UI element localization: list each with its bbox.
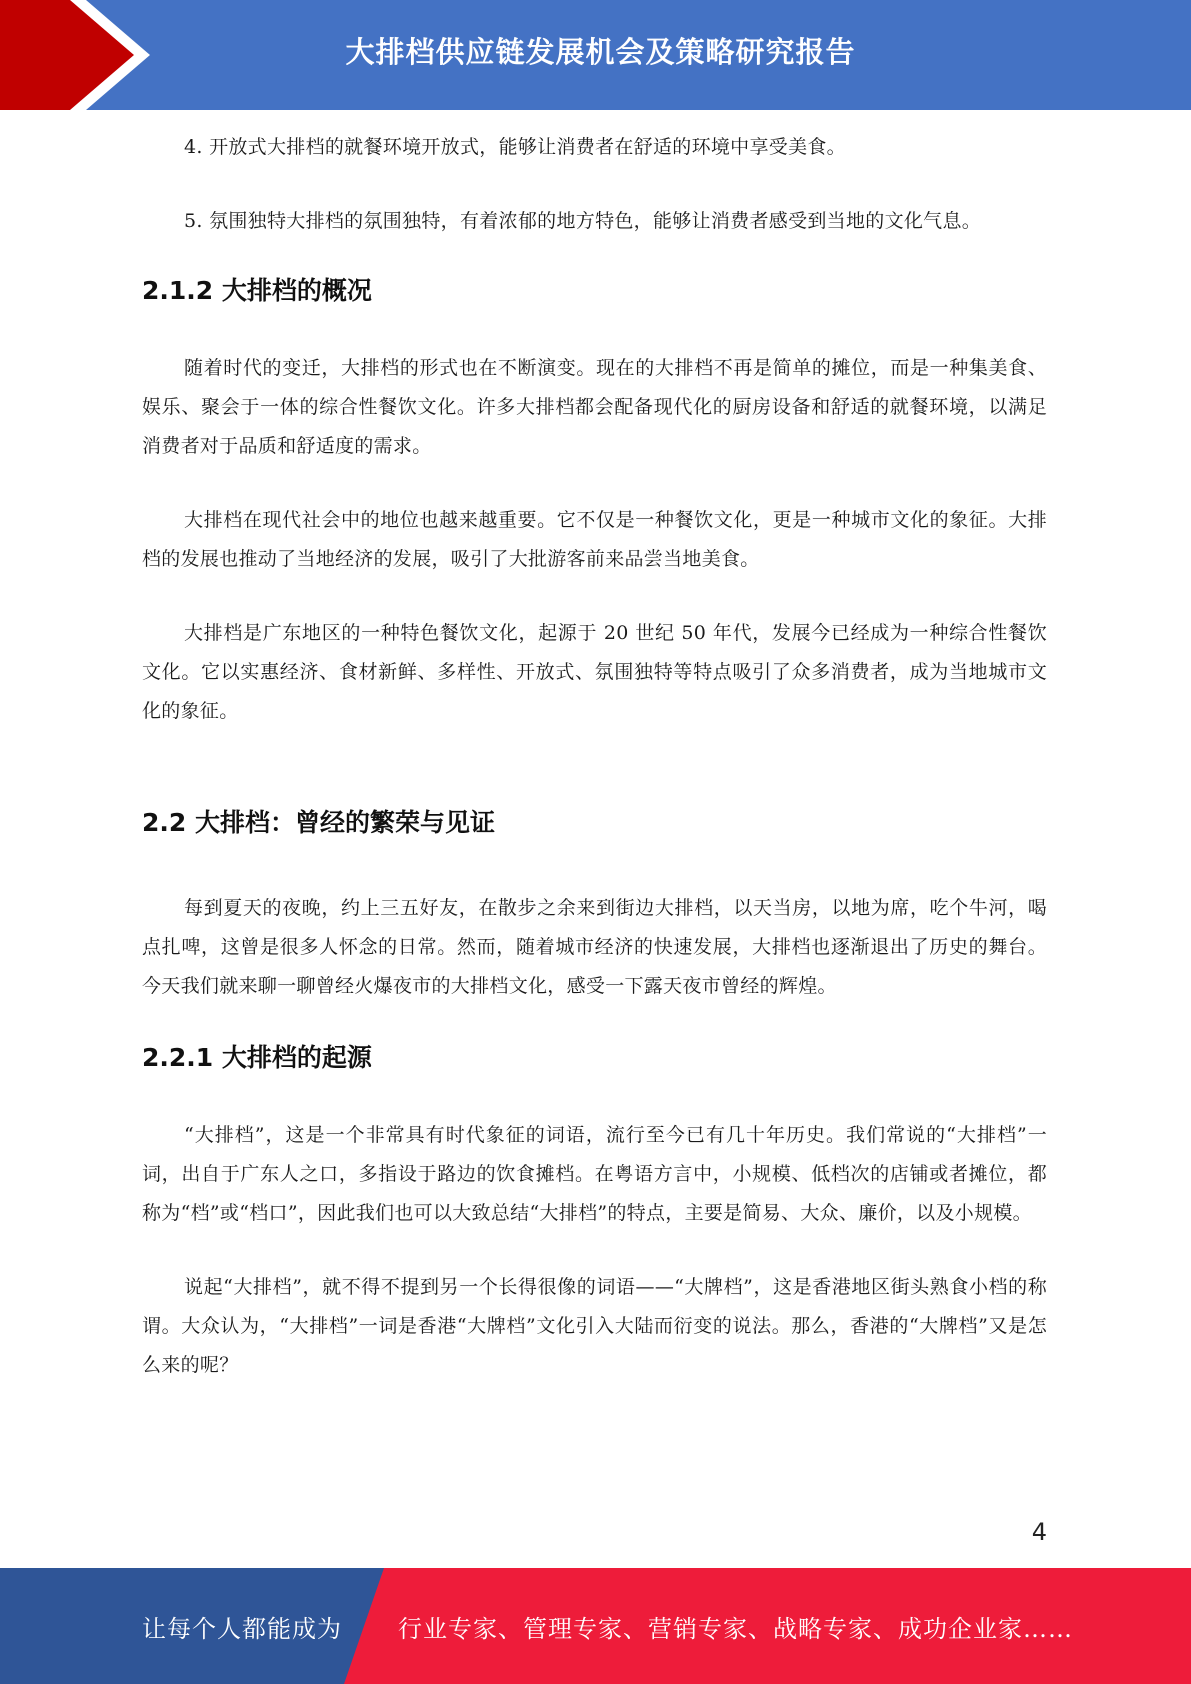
footer-banner bbox=[0, 1568, 1191, 1684]
paragraph-item-5: 5. 氛围独特大排档的氛围独特，有着浓郁的地方特色，能够让消费者感受到当地的文化气息。 bbox=[184, 210, 982, 232]
paragraph-2-1-2-b: 大排档在现代社会中的地位也越来越重要。它不仅是一种餐饮文化，更是一种城市文化的象征。大排档的发展也推动了当地经济的发展，吸引了大批游客前来品尝当地美食。 bbox=[142, 509, 1047, 570]
header-banner bbox=[0, 0, 1191, 110]
paragraph-2-2-1-a: “大排档”，这是一个非常具有时代象征的词语，流行至今已有几十年历史。我们常说的“大排档”一词，出自于广东人之口，多指设于路边的饮食摊档。在粤语方言中，小规模、低档次的店铺或者摊位，都称为“档”或“档口”，因此我们也可以大致总结“大排档”的特点，主要是简易、大众、廉价，以及小规模。 bbox=[142, 1124, 1047, 1224]
paragraph-2-1-2-a: 随着时代的变迁，大排档的形式也在不断演变。现在的大排档不再是简单的摊位，而是一种集美食、娱乐、聚会于一体的综合性餐饮文化。许多大排档都会配备现代化的厨房设备和舒适的就餐环境，以满足消费者对于品质和舒适度的需求。 bbox=[142, 357, 1047, 457]
document-title: 大排档供应链发展机会及策略研究报告 bbox=[345, 34, 856, 69]
section-heading-2-2: 2.2 大排档：曾经的繁荣与见证 bbox=[142, 808, 495, 837]
page-number: 4 bbox=[1031, 1518, 1047, 1546]
section-heading-2-2-1: 2.2.1 大排档的起源 bbox=[142, 1043, 372, 1072]
paragraph-2-2-a: 每到夏天的夜晚，约上三五好友，在散步之余来到街边大排档，以天当房，以地为席，吃个牛河，喝点扎啤，这曾是很多人怀念的日常。然而，随着城市经济的快速发展，大排档也逐渐退出了历史的舞台。今天我们就来聊一聊曾经火爆夜市的大排档文化，感受一下露天夜市曾经的辉煌。 bbox=[142, 897, 1047, 997]
section-heading-2-1-2: 2.1.2 大排档的概况 bbox=[142, 276, 372, 305]
footer-slogan-right: 行业专家、管理专家、营销专家、战略专家、成功企业家…… bbox=[398, 1614, 1073, 1643]
paragraph-2-1-2-c: 大排档是广东地区的一种特色餐饮文化，起源于 20 世纪 50 年代，发展今已经成为一种综合性餐饮文化。它以实惠经济、食材新鲜、多样性、开放式、氛围独特等特点吸引了众多消费者，成为当地城市文化的象征。 bbox=[142, 622, 1047, 722]
paragraph-2-2-1-b: 说起“大排档”，就不得不提到另一个长得很像的词语——“大牌档”，这是香港地区街头熟食小档的称谓。大众认为，“大排档”一词是香港“大牌档”文化引入大陆而衍变的说法。那么，香港的“大牌档”又是怎么来的呢？ bbox=[142, 1276, 1047, 1376]
paragraph-item-4: 4. 开放式大排档的就餐环境开放式，能够让消费者在舒适的环境中享受美食。 bbox=[184, 136, 846, 158]
footer-slogan-left: 让每个人都能成为 bbox=[142, 1614, 342, 1643]
page-body bbox=[142, 128, 1047, 1385]
